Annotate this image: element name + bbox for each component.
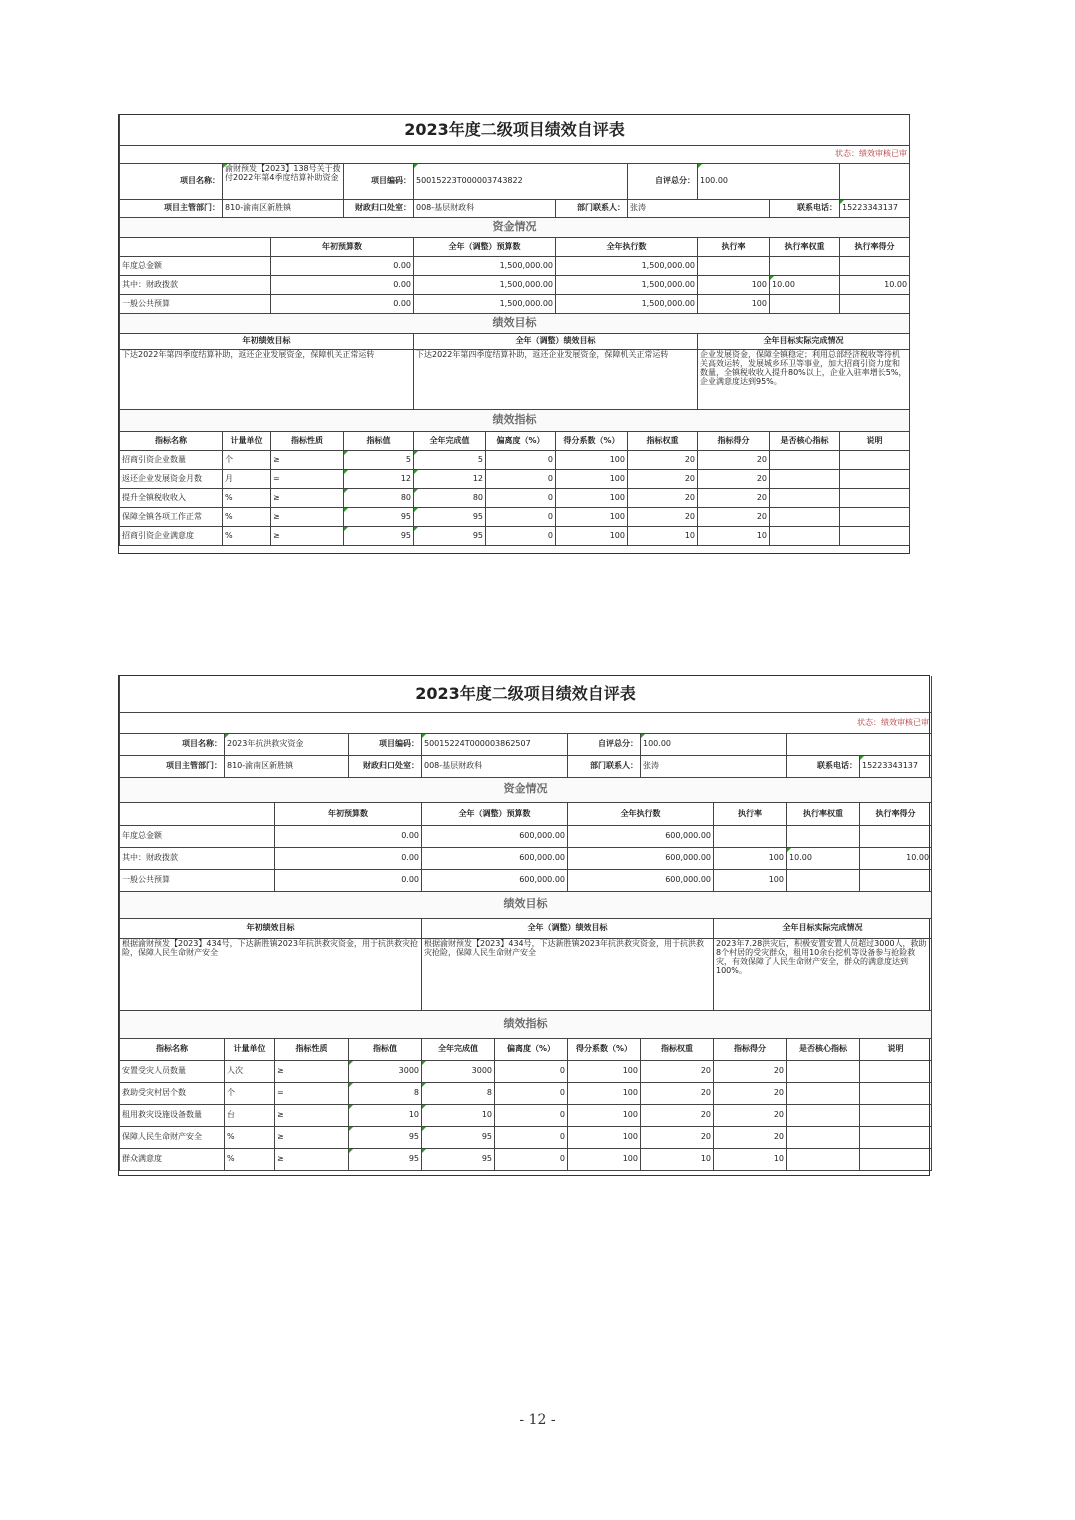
status-text: 状态：绩效审核已审 [120,712,932,733]
ind-cell: 95 [422,1126,495,1148]
ind-cell: 20 [698,450,770,469]
indicator-row [120,1060,932,1082]
ind-cell: 12 [344,469,414,488]
phone-label: 联系电话： [770,199,840,217]
funds-cell: 600,000.00 [568,825,714,847]
ind-cell [770,507,840,526]
ind-cell: 返还企业发展资金月数 [120,469,223,488]
ind-header: 是否核心指标 [770,431,840,450]
ind-cell: 100 [556,488,628,507]
funds-cell: 100 [714,869,787,891]
ind-cell: ≥ [275,1126,349,1148]
ind-cell [770,488,840,507]
ind-cell: 个 [225,1082,275,1104]
funds-cell: 0.00 [275,825,422,847]
indicator-row [120,450,910,469]
funds-cell: 600,000.00 [422,869,568,891]
dept-label: 项目主管部门： [120,755,225,777]
finance-value: 008-基层财政科 [422,755,568,777]
ind-cell: 0 [495,1104,568,1126]
project-name-value: 渝财预发【2023】138号关于拨付2022年第4季度结算补助资金 [223,163,344,199]
ind-header: 指标性质 [271,431,344,450]
ind-cell: 20 [714,1126,787,1148]
indicator-row [120,488,910,507]
ind-header: 说明 [840,431,910,450]
goal-initial: 根据渝财预发【2023】434号，下达新胜镇2023年抗洪救灾资金，用于抗洪救灾抢险，保障人民生命财产安全 [120,938,422,1010]
project-name-label: 项目名称： [120,163,223,199]
ind-cell [787,1060,860,1082]
ind-cell: 救助受灾村居个数 [120,1082,225,1104]
funds-header: 执行率权重 [787,802,860,825]
ind-cell: 保障全镇各项工作正常 [120,507,223,526]
funds-cell: 100 [714,847,787,869]
ind-cell: 100 [556,469,628,488]
ind-cell: 80 [344,488,414,507]
funds-cell: 600,000.00 [568,847,714,869]
ind-cell: 20 [641,1060,714,1082]
contact-value: 张涛 [641,755,787,777]
ind-cell: 100 [556,526,628,545]
ind-cell: 招商引资企业数量 [120,450,223,469]
ind-header: 指标性质 [275,1038,349,1060]
ind-cell: 5 [414,450,486,469]
ind-header: 全年完成值 [414,431,486,450]
ind-cell: 95 [414,507,486,526]
funds-cell: 1,500,000.00 [414,294,556,313]
indicator-row [120,1126,932,1148]
ind-cell [770,469,840,488]
ind-cell: 10 [698,526,770,545]
ind-cell: 月 [223,469,271,488]
project-code-label: 项目编码： [344,163,414,199]
funds-header: 年初预算数 [271,237,414,256]
ind-header: 指标值 [349,1038,422,1060]
ind-cell: % [223,507,271,526]
ind-cell: 20 [714,1060,787,1082]
ind-cell [840,526,910,545]
ind-cell: 0 [486,507,556,526]
ind-header: 得分系数（%） [556,431,628,450]
ind-cell: 20 [714,1104,787,1126]
funds-header: 年初预算数 [275,802,422,825]
ind-cell: 20 [698,469,770,488]
indicator-row [120,507,910,526]
goals-header: 全年目标实际完成情况 [698,333,910,349]
ind-header: 指标得分 [714,1038,787,1060]
funds-row [120,294,910,313]
goal-actual: 企业发展资金，保障全镇稳定；利用总部经济税收等待机关高效运转，发展城乡环卫等事业，加大招商引资力度和数量，全镇税收收入提升80%以上，企业入驻率增长5%，企业满意度达到95%。 [698,349,910,409]
ind-cell: 租用救灾设施设备数量 [120,1104,225,1126]
finance-value: 008-基层财政科 [414,199,556,217]
self-score-label: 自评总分： [568,733,641,755]
ind-cell: 0 [486,450,556,469]
ind-cell: 10 [714,1148,787,1170]
funds-cell: 600,000.00 [422,825,568,847]
funds-cell: 一般公共预算 [120,869,275,891]
ind-header: 偏离度（%） [486,431,556,450]
finance-label: 财政归口处室： [349,755,422,777]
funds-cell: 0.00 [275,847,422,869]
page-number: - 12 - [519,1412,556,1428]
ind-cell: ≥ [271,450,344,469]
project-code-value: 50015223T000003743822 [414,163,628,199]
self-score-value: 100.00 [698,163,840,199]
evaluation-sheet-2 [118,675,930,1176]
self-score-label: 自评总分： [628,163,698,199]
goals-header: 全年目标实际完成情况 [714,918,932,938]
funds-cell: 1,500,000.00 [556,294,698,313]
ind-cell: 10 [422,1104,495,1126]
contact-label: 部门联系人： [556,199,628,217]
ind-cell [860,1148,932,1170]
project-code-label: 项目编码： [349,733,422,755]
funds-cell: 其中：财政拨款 [120,275,271,294]
ind-cell [860,1082,932,1104]
sheet-table [119,676,932,1171]
goal-adjusted: 下达2022年第四季度结算补助，返还企业发展资金，保障机关正常运转 [414,349,698,409]
sheet-table [119,115,910,546]
ind-header: 是否核心指标 [787,1038,860,1060]
ind-cell: 12 [414,469,486,488]
ind-cell: 0 [486,526,556,545]
funds-cell [770,256,840,275]
funds-cell [698,256,770,275]
funds-header: 全年执行数 [556,237,698,256]
ind-cell: 0 [495,1082,568,1104]
funds-cell: 1,500,000.00 [556,275,698,294]
ind-header: 指标值 [344,431,414,450]
funds-cell: 0.00 [271,256,414,275]
ind-cell: % [225,1148,275,1170]
funds-cell: 1,500,000.00 [556,256,698,275]
funds-cell [840,256,910,275]
ind-cell: % [225,1126,275,1148]
ind-cell: 招商引资企业满意度 [120,526,223,545]
funds-cell [840,294,910,313]
ind-cell: 安置受灾人员数量 [120,1060,225,1082]
ind-cell: 10 [349,1104,422,1126]
finance-label: 财政归口处室： [344,199,414,217]
funds-header: 执行率 [698,237,770,256]
funds-cell [770,294,840,313]
funds-row [120,275,910,294]
ind-cell: 100 [568,1060,641,1082]
ind-cell [787,1126,860,1148]
goals-section-title: 绩效目标 [120,313,910,333]
ind-cell: 人次 [225,1060,275,1082]
ind-cell: 95 [349,1126,422,1148]
ind-cell: 95 [414,526,486,545]
funds-cell: 0.00 [271,275,414,294]
ind-cell: 100 [568,1104,641,1126]
goals-section-title: 绩效目标 [120,891,932,918]
ind-header: 说明 [860,1038,932,1060]
ind-header: 指标权重 [628,431,698,450]
indicators-section-title: 绩效指标 [120,409,910,431]
funds-cell [714,825,787,847]
ind-header: 指标名称 [120,1038,225,1060]
phone-label: 联系电话： [787,755,860,777]
ind-cell: ≥ [271,488,344,507]
evaluation-sheet-1 [118,114,910,554]
ind-cell: ≥ [275,1148,349,1170]
ind-cell: = [271,469,344,488]
ind-cell: 提升全镇税收收入 [120,488,223,507]
ind-cell: ≥ [271,507,344,526]
funds-header: 执行率权重 [770,237,840,256]
ind-header: 指标名称 [120,431,223,450]
funds-header: 全年（调整）预算数 [414,237,556,256]
funds-cell: 10.00 [840,275,910,294]
funds-cell [860,869,932,891]
funds-cell: 其中：财政拨款 [120,847,275,869]
ind-cell: = [275,1082,349,1104]
indicator-row [120,1148,932,1170]
funds-cell: 600,000.00 [422,847,568,869]
ind-cell: 3000 [349,1060,422,1082]
ind-cell: 100 [568,1082,641,1104]
ind-cell: 20 [628,488,698,507]
project-name-label: 项目名称： [120,733,225,755]
funds-section-title: 资金情况 [120,777,932,802]
ind-cell: % [223,488,271,507]
dept-value: 810-渝南区新胜镇 [225,755,349,777]
ind-cell [840,488,910,507]
dept-label: 项目主管部门： [120,199,223,217]
dept-value: 810-渝南区新胜镇 [223,199,344,217]
ind-cell: 20 [628,469,698,488]
empty-cell [840,163,910,199]
ind-header: 偏离度（%） [495,1038,568,1060]
ind-cell: 20 [641,1126,714,1148]
goals-header: 全年（调整）绩效目标 [414,333,698,349]
indicator-row [120,1104,932,1126]
indicator-row [120,469,910,488]
contact-label: 部门联系人： [568,755,641,777]
ind-cell: 100 [556,507,628,526]
ind-header: 计量单位 [225,1038,275,1060]
ind-cell: 20 [698,507,770,526]
funds-cell: 600,000.00 [568,869,714,891]
ind-cell: 95 [344,507,414,526]
ind-cell: 100 [568,1126,641,1148]
status-text: 状态：绩效审核已审 [120,145,910,163]
funds-cell: 100 [698,294,770,313]
ind-cell: 5 [344,450,414,469]
ind-cell: 80 [414,488,486,507]
ind-cell: 95 [344,526,414,545]
funds-cell: 10.00 [770,275,840,294]
funds-cell: 10.00 [787,847,860,869]
goals-header: 年初绩效目标 [120,333,414,349]
ind-cell: 0 [486,488,556,507]
funds-header: 全年执行数 [568,802,714,825]
ind-cell [860,1126,932,1148]
ind-header: 指标权重 [641,1038,714,1060]
funds-header: 全年（调整）预算数 [422,802,568,825]
ind-cell: 群众满意度 [120,1148,225,1170]
ind-cell: 台 [225,1104,275,1126]
ind-header: 计量单位 [223,431,271,450]
funds-row [120,825,932,847]
funds-cell: 1,500,000.00 [414,256,556,275]
ind-cell: 0 [486,469,556,488]
phone-value: 15223343137 [860,755,932,777]
goals-header: 年初绩效目标 [120,918,422,938]
contact-value: 张涛 [628,199,770,217]
ind-cell [840,507,910,526]
ind-cell: 0 [495,1126,568,1148]
ind-cell: 保障人民生命财产安全 [120,1126,225,1148]
ind-cell [840,450,910,469]
funds-cell [860,825,932,847]
ind-cell: 8 [422,1082,495,1104]
goals-header: 全年（调整）绩效目标 [422,918,714,938]
ind-cell: 10 [628,526,698,545]
funds-row [120,847,932,869]
sheet-title: 2023年度二级项目绩效自评表 [120,676,932,712]
ind-cell [860,1104,932,1126]
ind-cell: 20 [698,488,770,507]
ind-header: 全年完成值 [422,1038,495,1060]
ind-cell: 20 [628,450,698,469]
ind-cell [770,450,840,469]
indicators-section-title: 绩效指标 [120,1010,932,1038]
ind-cell: 20 [641,1104,714,1126]
funds-cell [787,825,860,847]
ind-cell: ≥ [271,526,344,545]
ind-cell: 100 [568,1148,641,1170]
funds-cell: 100 [698,275,770,294]
ind-cell: 0 [495,1148,568,1170]
ind-cell: ≥ [275,1104,349,1126]
ind-cell: 个 [223,450,271,469]
sheet-title: 2023年度二级项目绩效自评表 [120,115,910,145]
funds-cell: 1,500,000.00 [414,275,556,294]
ind-cell [860,1060,932,1082]
ind-cell: 0 [495,1060,568,1082]
ind-cell: % [223,526,271,545]
ind-cell: 100 [556,450,628,469]
ind-header: 指标得分 [698,431,770,450]
ind-cell [770,526,840,545]
funds-cell: 年度总金额 [120,256,271,275]
ind-cell: 20 [641,1082,714,1104]
funds-cell: 10.00 [860,847,932,869]
indicator-row [120,1082,932,1104]
ind-cell: 20 [628,507,698,526]
funds-header [120,802,275,825]
funds-header: 执行率 [714,802,787,825]
ind-cell: ≥ [275,1060,349,1082]
ind-cell: 3000 [422,1060,495,1082]
goal-adjusted: 根据渝财预发【2023】434号，下达新胜镇2023年抗洪救灾资金，用于抗洪救灾抢险，保障人民生命财产安全 [422,938,714,1010]
ind-cell [787,1148,860,1170]
funds-row [120,256,910,275]
phone-value: 15223343137 [840,199,910,217]
ind-cell [787,1082,860,1104]
ind-cell [840,469,910,488]
goal-actual: 2023年7.28洪灾后，积极安置安置人员超过3000人，救助8个村居的受灾群众，租用10余台挖机等设备参与抢险救灾，有效保障了人民生命财产安全，群众的满意度达到100%。 [714,938,932,1010]
funds-cell: 一般公共预算 [120,294,271,313]
funds-section-title: 资金情况 [120,217,910,237]
goal-initial: 下达2022年第四季度结算补助，返还企业发展资金，保障机关正常运转 [120,349,414,409]
ind-cell: 95 [349,1148,422,1170]
ind-cell [787,1104,860,1126]
funds-cell [787,869,860,891]
ind-cell: 95 [422,1148,495,1170]
ind-cell: 8 [349,1082,422,1104]
funds-cell: 年度总金额 [120,825,275,847]
project-name-value: 2023年抗洪救灾资金 [225,733,349,755]
funds-header: 执行率得分 [860,802,932,825]
self-score-value: 100.00 [641,733,787,755]
project-code-value: 50015224T000003862507 [422,733,568,755]
funds-cell: 0.00 [271,294,414,313]
ind-header: 得分系数（%） [568,1038,641,1060]
funds-header: 执行率得分 [840,237,910,256]
funds-cell: 0.00 [275,869,422,891]
indicator-row [120,526,910,545]
empty-cell [787,733,932,755]
ind-cell: 20 [714,1082,787,1104]
funds-header [120,237,271,256]
ind-cell: 10 [641,1148,714,1170]
funds-row [120,869,932,891]
